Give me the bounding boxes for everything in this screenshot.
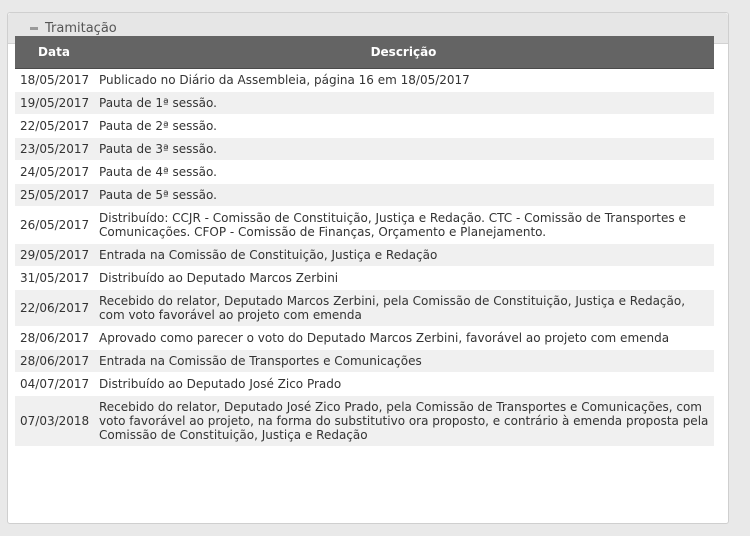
row-date: 24/05/2017 [15,161,93,184]
table-row [15,69,714,92]
row-description: Distribuído: CCJR - Comissão de Constituição, Justiça e Redação. CTC - Comissão de Transportes e Comunicações. CFOP - Comissão de Finanças, Orçamento e Planejamento. [93,207,714,244]
row-date: 18/05/2017 [15,69,93,92]
row-date: 29/05/2017 [15,244,93,267]
table-row [15,267,714,290]
table-row [15,327,714,350]
table-row [15,184,714,207]
row-description: Recebido do relator, Deputado José Zico Prado, pela Comissão de Transportes e Comunicações, com voto favorável ao projeto, na forma do substitutivo ora proposto, e contrário à emenda proposta pela Comissão de Constituição, Justiça e Redação [93,396,714,447]
row-description: Recebido do relator, Deputado Marcos Zerbini, pela Comissão de Constituição, Justiça e Redação, com voto favorável ao projeto com emenda [93,290,714,327]
row-description: Pauta de 5ª sessão. [93,184,714,207]
table-header-row [15,36,714,69]
panel-title: Tramitação [45,20,117,36]
row-description: Distribuído ao Deputado José Zico Prado [93,373,714,396]
row-date: 22/05/2017 [15,115,93,138]
row-description: Entrada na Comissão de Constituição, Justiça e Redação [93,244,714,267]
table-row [15,244,714,267]
table-row [15,138,714,161]
table-row [15,373,714,396]
row-date: 19/05/2017 [15,92,93,115]
row-date: 25/05/2017 [15,184,93,207]
row-date: 23/05/2017 [15,138,93,161]
row-description: Pauta de 1ª sessão. [93,92,714,115]
date-column-header: Data [15,36,93,69]
table-row [15,207,714,244]
row-description: Aprovado como parecer o voto do Deputado Marcos Zerbini, favorável ao projeto com emenda [93,327,714,350]
row-description: Publicado no Diário da Assembleia, página 16 em 18/05/2017 [93,69,714,92]
row-date: 28/06/2017 [15,350,93,373]
row-date: 22/06/2017 [15,290,93,327]
table-row [15,92,714,115]
tramitacao-table [15,36,714,446]
description-column-header: Descrição [93,36,714,69]
table-row [15,350,714,373]
collapse-icon[interactable] [30,27,38,30]
table-row [15,290,714,327]
row-description: Entrada na Comissão de Transportes e Comunicações [93,350,714,373]
row-description: Pauta de 4ª sessão. [93,161,714,184]
table-row [15,396,714,447]
row-date: 07/03/2018 [15,396,93,447]
table-row [15,115,714,138]
table-row [15,161,714,184]
row-description: Pauta de 2ª sessão. [93,115,714,138]
row-description: Pauta de 3ª sessão. [93,138,714,161]
row-date: 04/07/2017 [15,373,93,396]
row-date: 28/06/2017 [15,327,93,350]
row-date: 31/05/2017 [15,267,93,290]
row-description: Distribuído ao Deputado Marcos Zerbini [93,267,714,290]
row-date: 26/05/2017 [15,207,93,244]
